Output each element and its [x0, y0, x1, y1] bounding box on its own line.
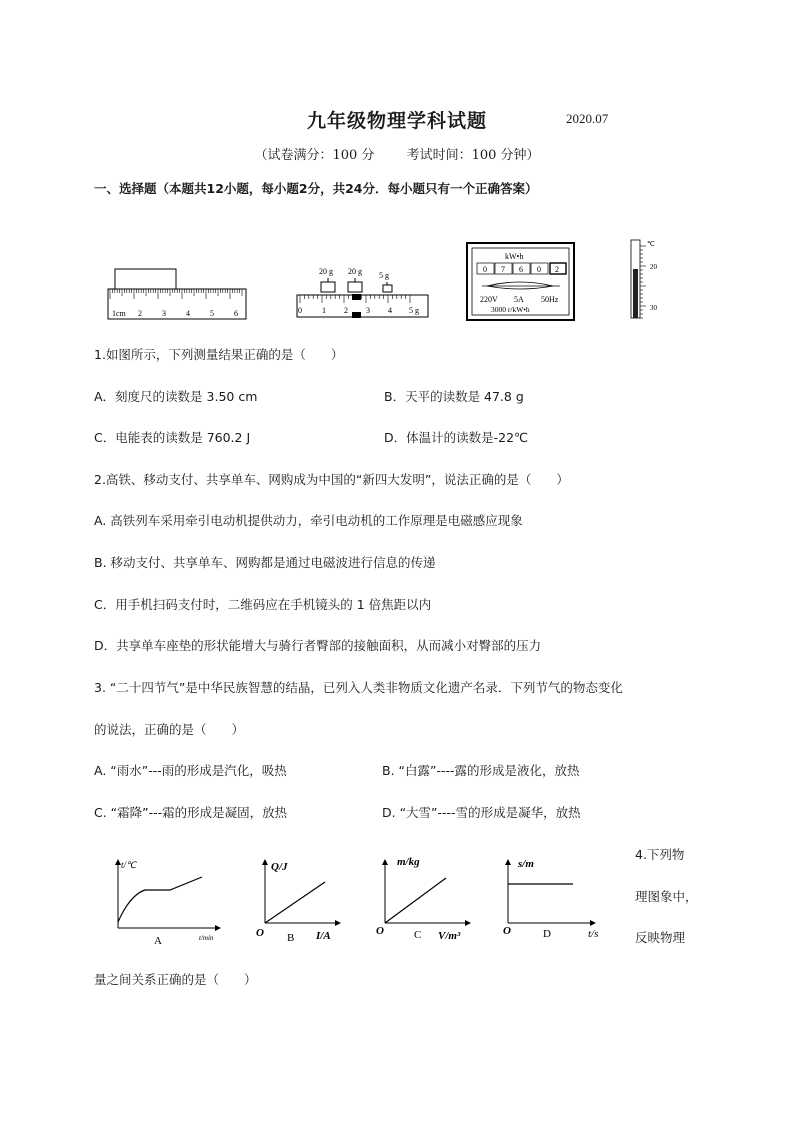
ruler-label: 6 — [234, 309, 238, 318]
graph-c-label: C — [414, 929, 422, 941]
meter-spec: 50Hz — [541, 295, 559, 304]
graph-d-x-axis: t/s — [588, 928, 599, 940]
question-3-option-c: C. “霜降”---霜的形成是凝固，放热 — [94, 805, 288, 820]
graph-a-curve — [118, 877, 202, 922]
question-3-stem-line2: 的说法，正确的是（ ） — [94, 722, 245, 737]
thermo-label: 20 — [650, 263, 657, 271]
exam-date: 2020.07 — [566, 111, 609, 126]
question-1-option-a: A．刻度尺的读数是 3.50 cm — [94, 389, 258, 404]
weight-label: 5 g — [379, 271, 389, 280]
graph-c-y-axis: m/kg — [397, 856, 420, 868]
meter-disk — [487, 282, 553, 289]
meter-digit: 6 — [519, 265, 523, 274]
question-1-stem: 1.如图所示，下列测量结果正确的是（ ） — [94, 347, 344, 362]
thermometer-figure — [631, 240, 658, 318]
question-2-option-d: D．共享单车座垫的形状能增大与骑行者臀部的接触面积，从而减小对臀部的压力 — [94, 638, 542, 653]
meter-digit: 0 — [537, 265, 541, 274]
graph-a-x-axis: t/min — [199, 934, 214, 942]
question-2-option-c: C．用手机扫码支付时，二维码应在手机镜头的 1 倍焦距以内 — [94, 597, 432, 612]
question-3-option-d: D. “大雪”----雪的形成是凝华，放热 — [382, 805, 581, 820]
thermometer-liquid — [633, 269, 638, 318]
balance-label: 1 — [322, 306, 326, 315]
graph-d-label: D — [543, 928, 551, 940]
graph-a-y-axis: t/℃ — [121, 860, 137, 870]
meter-spec: 5A — [514, 295, 524, 304]
graph-b-label: B — [287, 932, 295, 944]
ruler-label: 2 — [138, 309, 142, 318]
question-1-option-d: D．体温计的读数是-22℃ — [384, 430, 529, 445]
balance-label: 4 — [388, 306, 392, 315]
balance-label: 2 — [344, 306, 348, 315]
question-1-option-c: C．电能表的读数是 760.2 J — [94, 430, 251, 445]
thermo-label: 30 — [650, 304, 657, 312]
question-1-option-b: B．天平的读数是 47.8 g — [384, 389, 524, 404]
graph-d-y-axis: s/m — [518, 858, 534, 870]
ruler-ticks — [110, 289, 242, 299]
graph-c-x-axis: V/m³ — [438, 930, 461, 942]
weight-label: 20 g — [319, 267, 333, 276]
section-heading: 一、选择题（本题共12小题，每小题2分，共24分．每小题只有一个正确答案） — [94, 181, 538, 196]
weight-20g — [321, 282, 335, 292]
full-score: （试卷满分：100 分 — [254, 148, 375, 163]
rider — [352, 294, 361, 300]
graph-c-line — [385, 878, 446, 923]
meter-digit: 2 — [555, 265, 559, 274]
question4-graphs — [0, 840, 630, 950]
thermo-unit: ℃ — [647, 240, 655, 248]
meter-unit: kW•h — [505, 252, 524, 261]
question-2-option-a: A. 高铁列车采用牵引电动机提供动力，牵引电动机的工作原理是电磁感应现象 — [94, 513, 523, 528]
ruler — [108, 289, 246, 319]
graph-b-origin: O — [256, 927, 264, 939]
meter-digit: 0 — [483, 265, 487, 274]
balance-figure — [297, 267, 428, 318]
ruler-label: 4 — [186, 309, 190, 318]
meter-spec: 220V — [480, 295, 498, 304]
question-2-option-b: B. 移动支付、共享单车、网购都是通过电磁波进行信息的传递 — [94, 555, 436, 570]
balance-label: 0 — [298, 306, 302, 315]
question-4-stem-line4: 量之间关系正确的是（ ） — [94, 972, 257, 987]
balance-label: 3 — [366, 306, 370, 315]
graph-b-y-axis: Q/J — [271, 861, 288, 873]
electric-meter-figure — [467, 243, 574, 320]
question-4-stem-line1: 4.下列物 — [635, 847, 685, 862]
graph-c-origin: O — [376, 925, 384, 937]
ruler-figure — [108, 269, 246, 319]
question-2-stem: 2.高铁、移动支付、共享单车、网购成为中国的“新四大发明”，说法正确的是（ ） — [94, 472, 569, 487]
meter-rate: 3000 r/kW•h — [491, 305, 530, 314]
weight-20g — [348, 282, 362, 292]
graph-d — [503, 858, 598, 940]
exam-time: 考试时间：100 分钟） — [406, 148, 540, 163]
weight-label: 20 g — [348, 267, 362, 276]
question-3-option-b: B. “白露”----露的形成是液化，放热 — [382, 763, 580, 778]
measured-block — [115, 269, 176, 289]
meter-digit: 7 — [501, 265, 505, 274]
exam-info — [0, 144, 794, 163]
rider — [352, 312, 361, 318]
graph-a — [118, 860, 220, 947]
question-4-stem-line3: 反映物理 — [635, 930, 686, 945]
ruler-label: 3 — [162, 309, 166, 318]
page-title: 九年级物理学科试题 — [306, 110, 487, 132]
balance-label: 5 g — [409, 306, 419, 315]
ruler-label: 1cm — [112, 309, 126, 318]
weight-5g — [383, 285, 392, 292]
question-3-stem-line1: 3. “二十四节气”是中华民族智慧的结晶，已列入人类非物质文化遗产名录．下列节气的物态变化 — [94, 680, 623, 695]
graph-a-label: A — [154, 935, 162, 947]
question1-figures — [0, 232, 794, 332]
graph-b-line — [265, 882, 325, 923]
ruler-label: 5 — [210, 309, 214, 318]
question-4-stem-line2: 理图象中， — [635, 889, 698, 904]
graph-d-origin: O — [503, 925, 511, 937]
graph-b-x-axis: I/A — [316, 930, 331, 942]
graph-b — [256, 860, 340, 944]
question-3-option-a: A. “雨水”---雨的形成是汽化，吸热 — [94, 763, 287, 778]
graph-c — [376, 856, 470, 942]
